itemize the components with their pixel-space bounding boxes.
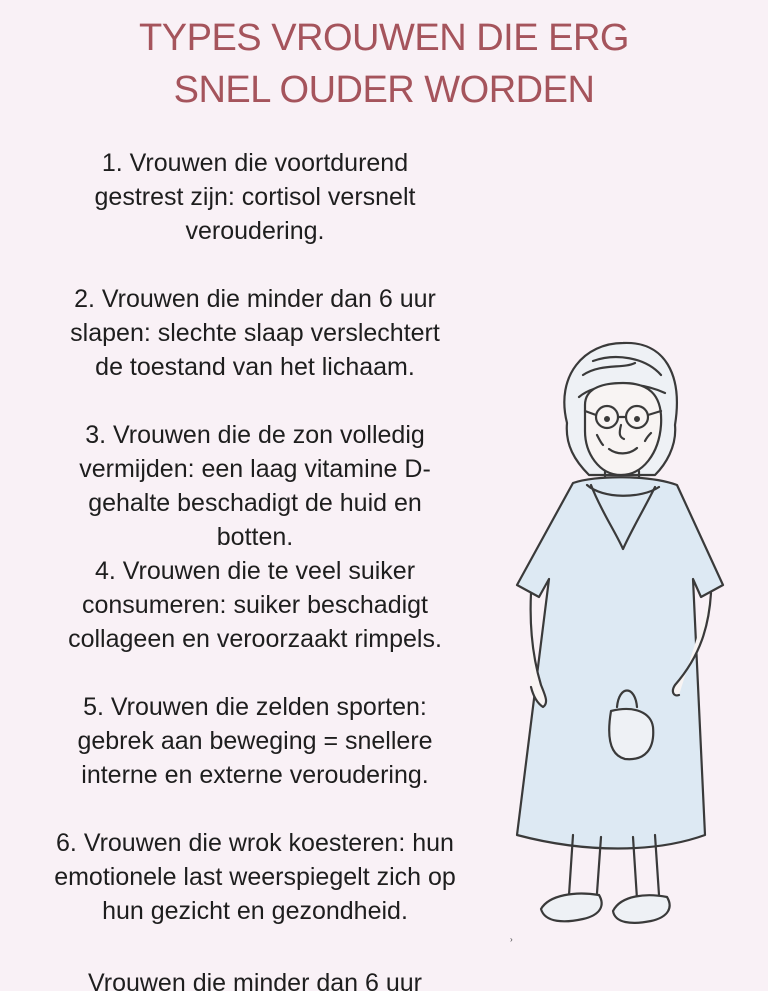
list-item-line: 2. Vrouwen die minder dan 6 uur — [74, 285, 436, 313]
list-item-line: 6. Vrouwen die wrok koesteren: hun — [56, 829, 454, 857]
list-item — [0, 418, 510, 554]
list-item-line: collageen en veroorzaakt rimpels. — [68, 625, 442, 653]
left-shoe — [541, 894, 602, 922]
list-item-line: emotionele last weerspiegelt zich op — [54, 863, 456, 891]
page-title — [0, 12, 768, 116]
list-item-line: gehalte beschadigt de huid en — [88, 489, 422, 517]
list-item-line: slapen: slechte slaap verslechtert — [70, 319, 440, 347]
stray-mark: › — [510, 935, 513, 944]
purse — [609, 709, 653, 759]
list-item-line: de toestand van het lichaam. — [95, 353, 415, 381]
elderly-woman-illustration — [505, 335, 760, 950]
list-item-line: gebrek aan beweging = snellere — [77, 727, 433, 755]
list-item-line: hun gezicht en gezondheid. — [102, 897, 408, 925]
list-item-line: consumeren: suiker beschadigt — [81, 591, 429, 619]
list-item-line: interne en externe veroudering. — [81, 761, 429, 789]
list-item — [0, 554, 510, 656]
list-item — [0, 282, 510, 384]
list-item-line: 1. Vrouwen die voortdurend — [101, 149, 409, 177]
list-item — [0, 690, 510, 792]
truncated-line: Vrouwen die minder dan 6 uur — [88, 969, 422, 991]
list-item-line: veroudering. — [185, 217, 325, 245]
title-line-2: SNEL OUDER WORDEN — [173, 69, 595, 111]
right-shoe — [613, 895, 670, 923]
list-item-line: 5. Vrouwen die zelden sporten: — [83, 693, 427, 721]
title-line-1: TYPES VROUWEN DIE ERG — [139, 17, 629, 59]
list-item-line: 3. Vrouwen die de zon volledig — [85, 421, 425, 449]
list-item — [0, 146, 510, 248]
list-item-line: botten. — [216, 523, 294, 551]
list-item-line: 4. Vrouwen die te veel suiker — [94, 557, 416, 585]
item-list — [0, 146, 510, 928]
list-item — [0, 826, 510, 928]
list-item-line: gestrest zijn: cortisol versnelt — [94, 183, 416, 211]
list-item-line: vermijden: een laag vitamine D- — [79, 455, 431, 483]
